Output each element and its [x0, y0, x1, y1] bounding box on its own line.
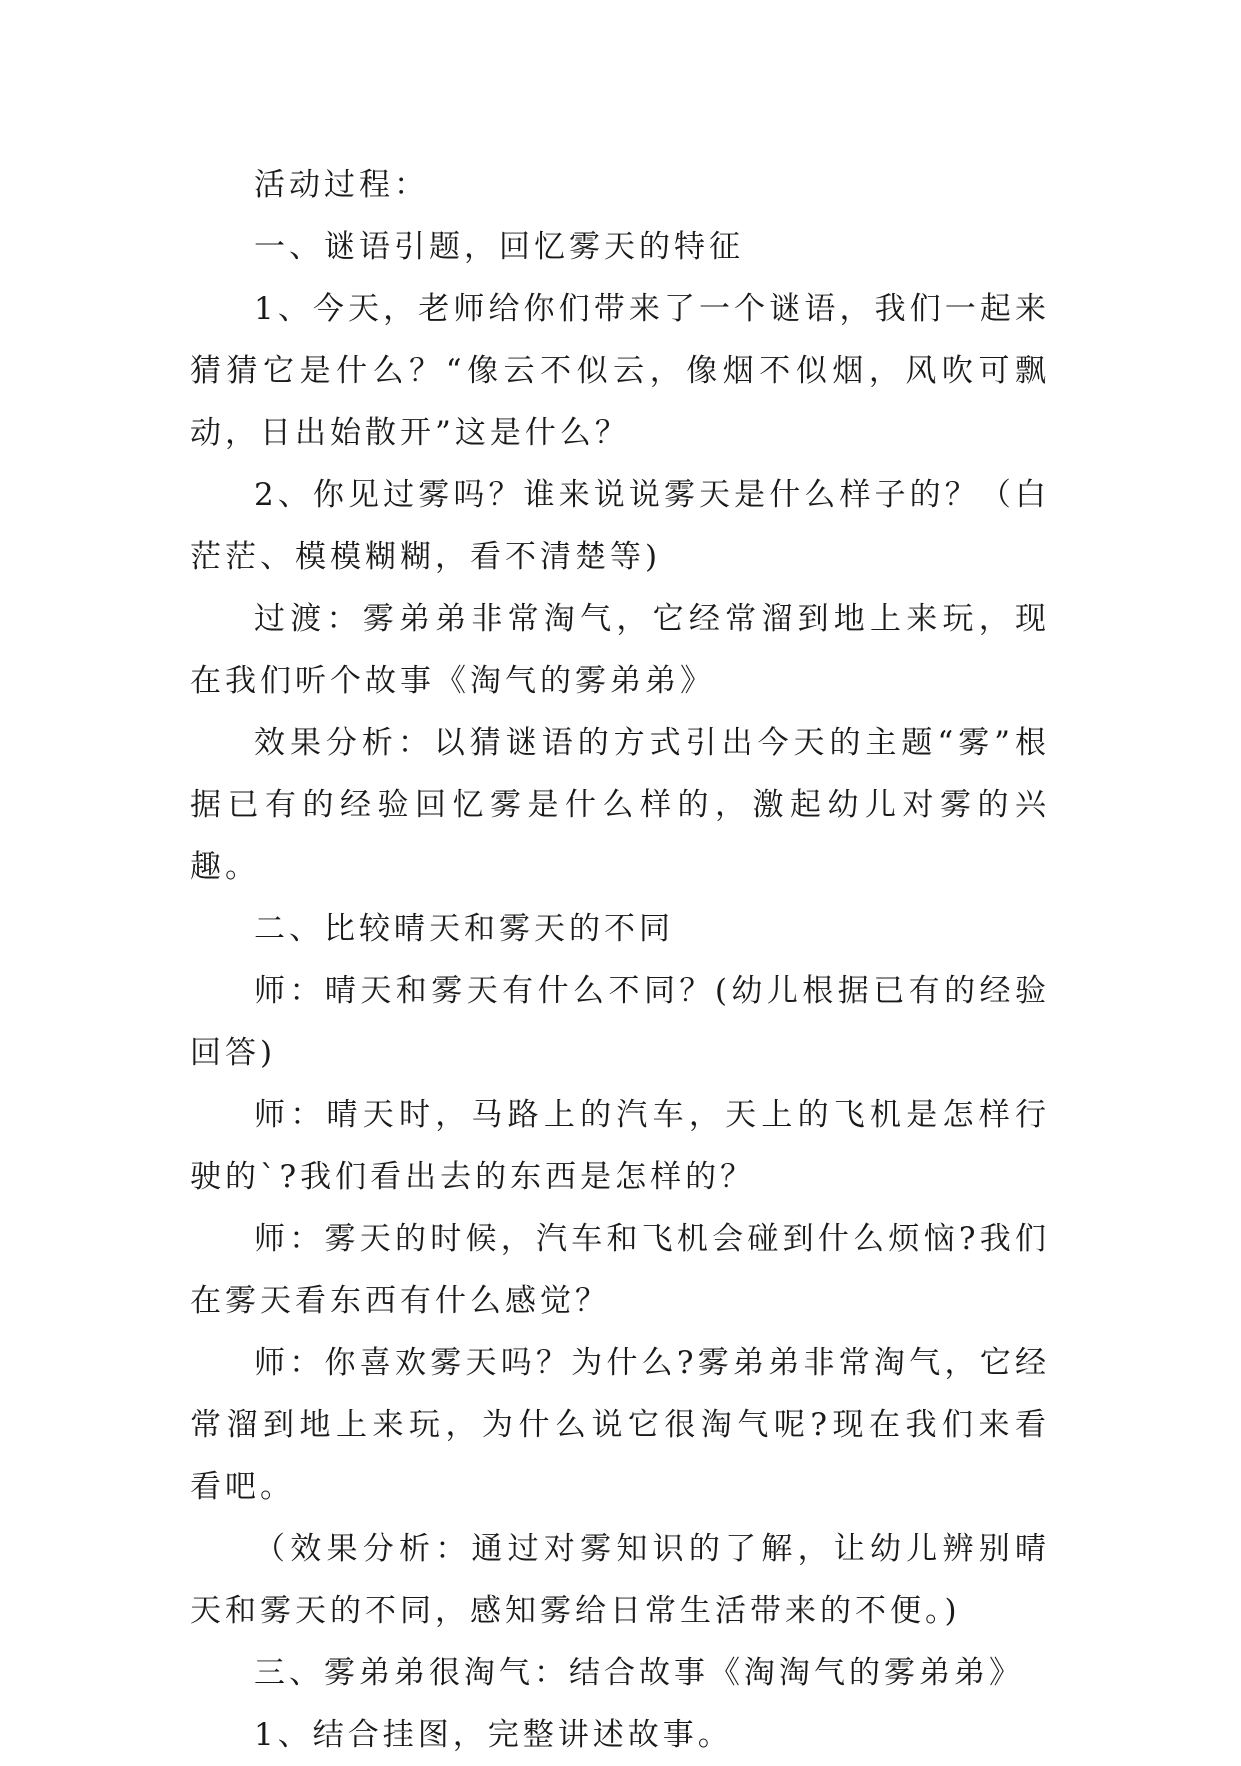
paragraph-activity-process: 活动过程： — [254, 167, 429, 203]
paragraph-transition: 过渡：雾弟弟非常淘气，它经常溜到地上来玩，现在我们听个故事《淘气的雾弟弟》 — [190, 601, 1050, 699]
section-heading-2: 二、比较晴天和雾天的不同 — [254, 911, 674, 947]
paragraph-teacher-q4: 师：你喜欢雾天吗？为什么?雾弟弟非常淘气，它经常溜到地上来玩，为什么说它很淘气呢?现在我们来看看吧。 — [190, 1345, 1050, 1505]
section-heading-3: 三、雾弟弟很淘气：结合故事《淘淘气的雾弟弟》 — [254, 1655, 1024, 1691]
paragraph-teacher-q1: 师：晴天和雾天有什么不同？(幼儿根据已有的经验回答) — [190, 973, 1050, 1071]
paragraph-story-step-1: 1、结合挂图，完整讲述故事。 — [254, 1717, 733, 1753]
paragraph-effect-analysis-1: 效果分析：以猜谜语的方式引出今天的主题“雾”根据已有的经验回忆雾是什么样的，激起幼儿对雾的兴趣。 — [190, 725, 1050, 885]
paragraph-effect-analysis-2: （效果分析：通过对雾知识的了解，让幼儿辨别晴天和雾天的不同，感知雾给日常生活带来的不便。) — [190, 1531, 1050, 1629]
paragraph-teacher-q3: 师：雾天的时候，汽车和飞机会碰到什么烦恼?我们在雾天看东西有什么感觉？ — [190, 1221, 1050, 1319]
paragraph-teacher-q2: 师：晴天时，马路上的汽车，天上的飞机是怎样行驶的`?我们看出去的东西是怎样的？ — [190, 1097, 1050, 1195]
paragraph-fog-question: 2、你见过雾吗？谁来说说雾天是什么样子的？（白茫茫、模模糊糊，看不清楚等) — [190, 477, 1050, 575]
document-body — [190, 154, 1050, 1766]
section-heading-1: 一、谜语引题，回忆雾天的特征 — [254, 229, 744, 265]
paragraph-riddle: 1、今天，老师给你们带来了一个谜语，我们一起来猜猜它是什么？“像云不似云，像烟不似烟，风吹可飘动，日出始散开”这是什么？ — [190, 291, 1050, 451]
